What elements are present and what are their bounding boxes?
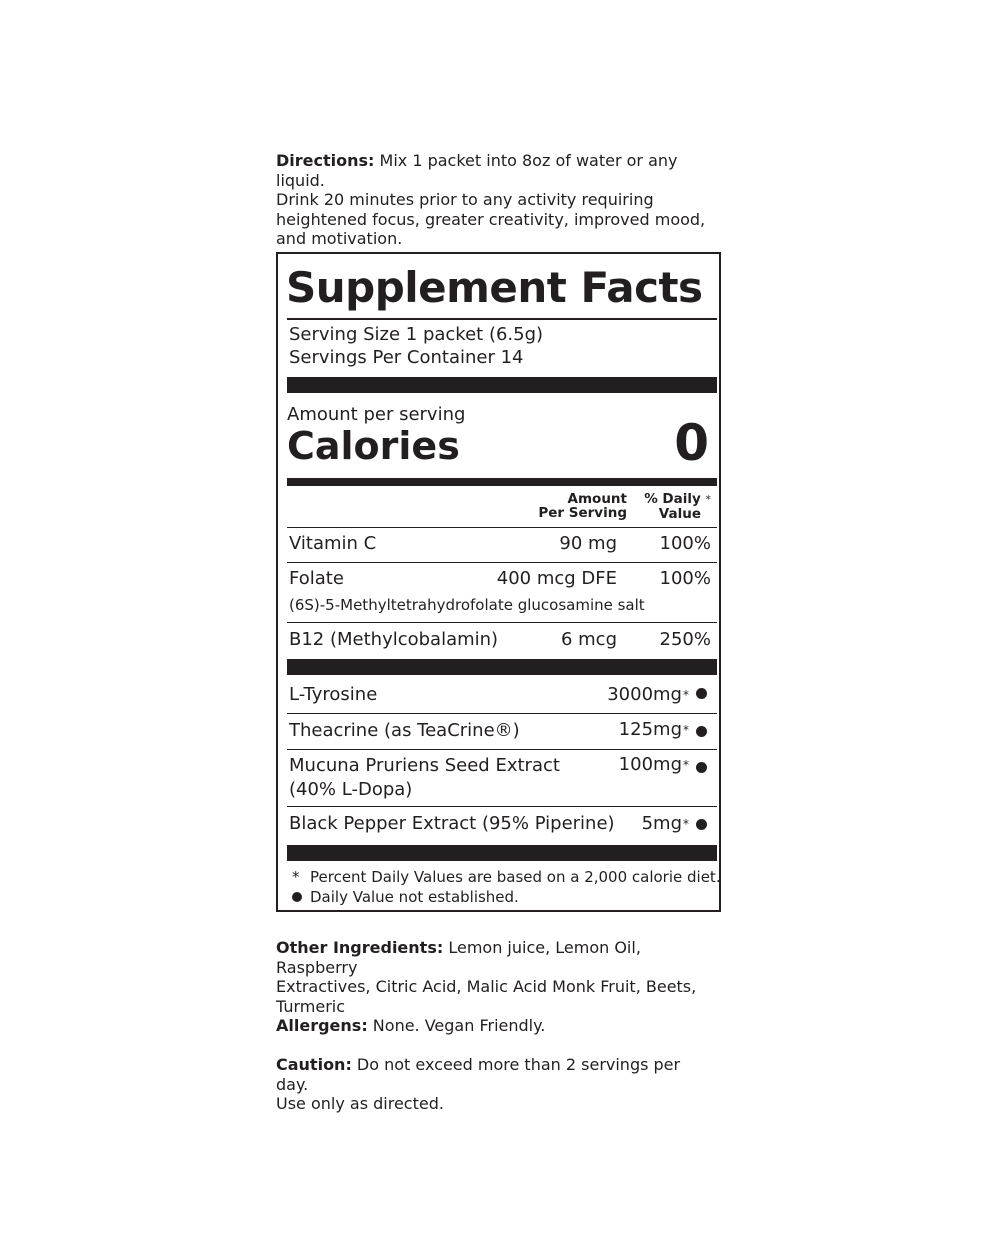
divider — [287, 806, 717, 807]
ingredient-name-l-tyrosine: L-Tyrosine — [289, 684, 378, 705]
dv-not-established-dot-icon — [696, 762, 707, 773]
facts-title: Supplement Facts — [286, 263, 703, 312]
nutrient-amount-folate: 400 mcg DFE — [496, 568, 617, 589]
column-header-amount — [538, 492, 627, 520]
nutrient-sub-folate: (6S)-5-Methyltetrahydrofolate glucosamine salt — [289, 596, 645, 614]
other-ingredients-line-2: Extractives, Citric Acid, Malic Acid Monk Fruit, Beets, — [276, 977, 697, 996]
ingredient-amount-mucuna — [619, 754, 689, 775]
directions-text — [276, 151, 716, 249]
ingredient-amount-black-pepper — [642, 813, 689, 834]
other-ingredients-line-3: Turmeric — [276, 996, 346, 1016]
caution-text — [276, 1055, 716, 1114]
directions-line-1: Mix 1 packet into 8oz of water or any liquid. — [276, 151, 678, 190]
directions-line-2: Drink 20 minutes prior to any activity requiring — [276, 190, 654, 209]
allergens-label: Allergens: — [276, 1016, 368, 1035]
divider — [287, 713, 717, 714]
nutrient-dv-vitamin-c: 100% — [659, 533, 711, 554]
ingredient-name-mucuna-line-2: (40% L-Dopa) — [289, 779, 413, 800]
divider — [287, 318, 717, 320]
directions-label: Directions: — [276, 151, 375, 170]
divider — [287, 749, 717, 750]
nutrient-name-folate: Folate — [289, 568, 344, 589]
supplement-facts-panel — [276, 252, 721, 912]
nutrient-name-vitamin-c: Vitamin C — [289, 533, 377, 554]
ingredient-amount-theacrine — [619, 719, 689, 740]
ingredient-name-theacrine: Theacrine (as TeaCrine®) — [289, 720, 520, 741]
caution-label: Caution: — [276, 1055, 352, 1074]
thick-divider — [287, 659, 717, 675]
directions-line-3: heightened focus, greater creativity, improved mood, — [276, 209, 706, 229]
ingredient-amount-l-tyrosine — [607, 684, 689, 705]
other-ingredients-label: Other Ingredients: — [276, 938, 444, 957]
ingredient-amount-star: * — [683, 688, 689, 702]
nutrient-amount-b12: 6 mcg — [560, 629, 617, 650]
ingredient-amount-star: * — [683, 723, 689, 737]
dv-not-established-dot-icon — [696, 726, 707, 737]
dv-not-established-dot-icon — [696, 688, 707, 699]
footnote-daily-values-text: Percent Daily Values are based on a 2,000 calorie diet. — [310, 868, 721, 886]
calories-label: Calories — [287, 424, 460, 468]
column-header-dv-line-2: Value — [658, 506, 701, 522]
footnote-daily-values — [292, 868, 721, 886]
ingredient-amount-star: * — [683, 817, 689, 831]
nutrient-amount-vitamin-c: 90 mg — [559, 533, 617, 554]
ingredient-name-black-pepper: Black Pepper Extract (95% Piperine) — [289, 813, 615, 834]
ingredient-name-mucuna: Mucuna Pruriens Seed Extract — [289, 755, 560, 776]
ingredient-amount-value: 5mg — [641, 813, 682, 834]
divider — [287, 622, 717, 623]
calories-value: 0 — [674, 414, 709, 472]
column-header-amount-line-2: Per Serving — [538, 505, 627, 521]
medium-divider — [287, 478, 717, 486]
allergens-text — [276, 1016, 716, 1036]
footnote-star-mark: * — [292, 868, 300, 886]
ingredient-amount-star: * — [683, 758, 689, 772]
servings-per-container: Servings Per Container 14 — [289, 347, 524, 368]
directions-line-4: and motivation. — [276, 229, 403, 248]
column-header-dv-star: * — [705, 493, 711, 506]
serving-size: Serving Size 1 packet (6.5g) — [289, 324, 544, 345]
column-header-dv-line-1: % Daily — [644, 491, 701, 507]
footnote-dot-icon — [292, 892, 302, 902]
footnote-not-established-text: Daily Value not established. — [310, 888, 519, 906]
caution-line-2: Use only as directed. — [276, 1094, 444, 1113]
dv-not-established-dot-icon — [696, 819, 707, 830]
caution-line-1: Do not exceed more than 2 servings per day. — [276, 1055, 681, 1094]
thick-divider — [287, 377, 717, 393]
nutrient-dv-b12: 250% — [659, 629, 711, 650]
ingredient-amount-value: 100mg — [618, 754, 682, 775]
other-ingredients-text — [276, 938, 716, 1016]
column-header-amount-line-1: Amount — [567, 491, 627, 507]
nutrient-dv-folate: 100% — [659, 568, 711, 589]
allergens-value: None. Vegan Friendly. — [367, 1016, 546, 1035]
column-header-daily-value — [644, 492, 711, 521]
other-ingredients-line-1: Lemon juice, Lemon Oil, Raspberry — [276, 938, 641, 977]
nutrient-name-b12: B12 (Methylcobalamin) — [289, 629, 499, 650]
thick-divider — [287, 845, 717, 861]
divider — [287, 562, 717, 563]
amount-per-serving: Amount per serving — [287, 404, 466, 425]
footnote-not-established — [292, 888, 519, 906]
divider — [287, 527, 717, 528]
ingredient-amount-value: 3000mg — [607, 684, 682, 705]
ingredient-amount-value: 125mg — [618, 719, 682, 740]
